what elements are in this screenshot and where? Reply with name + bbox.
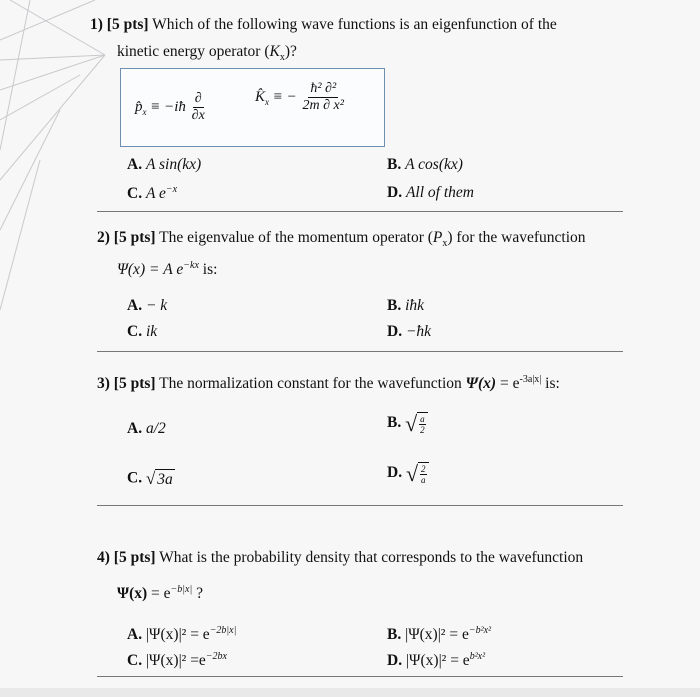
q3-option-b[interactable]: B. √ $\frac{a}{2}$ [387,412,428,435]
q1-line1 [90,15,557,35]
q2-option-d[interactable]: D. −ħk [387,323,432,340]
q4-line1: 4) [5 pts] What is the probability density that corresponds to the wavefunction [97,549,584,566]
q1-operator-formula-box [120,68,385,147]
q2-option-b[interactable]: B. iħk [387,297,425,314]
divider-2 [97,351,623,352]
q1-line2: kinetic energy operator $(K_x)$? [117,43,297,64]
q1-option-b[interactable]: B. A cos(kx) [387,156,463,173]
q3-line1: 3) [5 pts] The normalization constant for the wavefunction $\Psi(x) = e^{-3a|x|}$ is: [97,374,560,393]
q4-option-d[interactable]: D. $|\Psi(x)|^2 = e^{b^2x^2}$ [387,651,486,670]
q1-option-d[interactable]: D. All of them [387,184,474,201]
q4-line2: $\Psi(x) = e^{-b|x|}$ ? [117,584,203,603]
decorative-lines [0,0,110,330]
kinetic-operator-formula: $K̂_x$ ≡ − $\frac{\text{ħ² ∂²}}{\text{2m ∂ x²}}$ [255,81,344,113]
q2-line2: Ψ(x) = A $e^{-kx}$ is: [117,260,218,279]
q4-option-c[interactable]: C. $|\Psi(x)|^2 =e^{-2bx}$ [127,651,227,670]
q3-option-a[interactable]: A. a/2 [127,420,166,437]
q2-option-a[interactable]: A. − k [127,297,168,314]
q1-text: Which of the following wave functions is an eigenfunction of the [152,16,557,33]
divider-4 [97,676,623,677]
q2-option-c[interactable]: C. ik [127,323,158,340]
q1-number: 1) [90,16,103,33]
divider-1 [97,211,623,212]
momentum-operator-formula: $p̂_x$ ≡ −iħ $\frac{\partial}{\partial x}$ [135,91,205,123]
q3-option-d[interactable]: D. √ $\frac{2}{a}$ [387,462,429,485]
page-bottom-edge [0,688,700,697]
q4-option-a[interactable]: A. $|\Psi(x)|^2 = e^{-2b|x|}$ [127,625,237,644]
q4-option-b[interactable]: B. $|\Psi(x)|^2 = e^{-b^2x^2}$ [387,625,492,644]
divider-3 [97,505,623,506]
q1-option-c[interactable]: C. A $e^{-x}$ [127,184,178,203]
q1-points: [5 pts] [106,16,149,33]
q1-option-a[interactable]: A. A sin(kx) [127,156,202,173]
q2-line1: 2) [5 pts] The eigenvalue of the momentum operator $(P_x)$ for the wavefunction [97,229,586,250]
q3-option-c[interactable]: C. √ 3a [127,469,173,488]
